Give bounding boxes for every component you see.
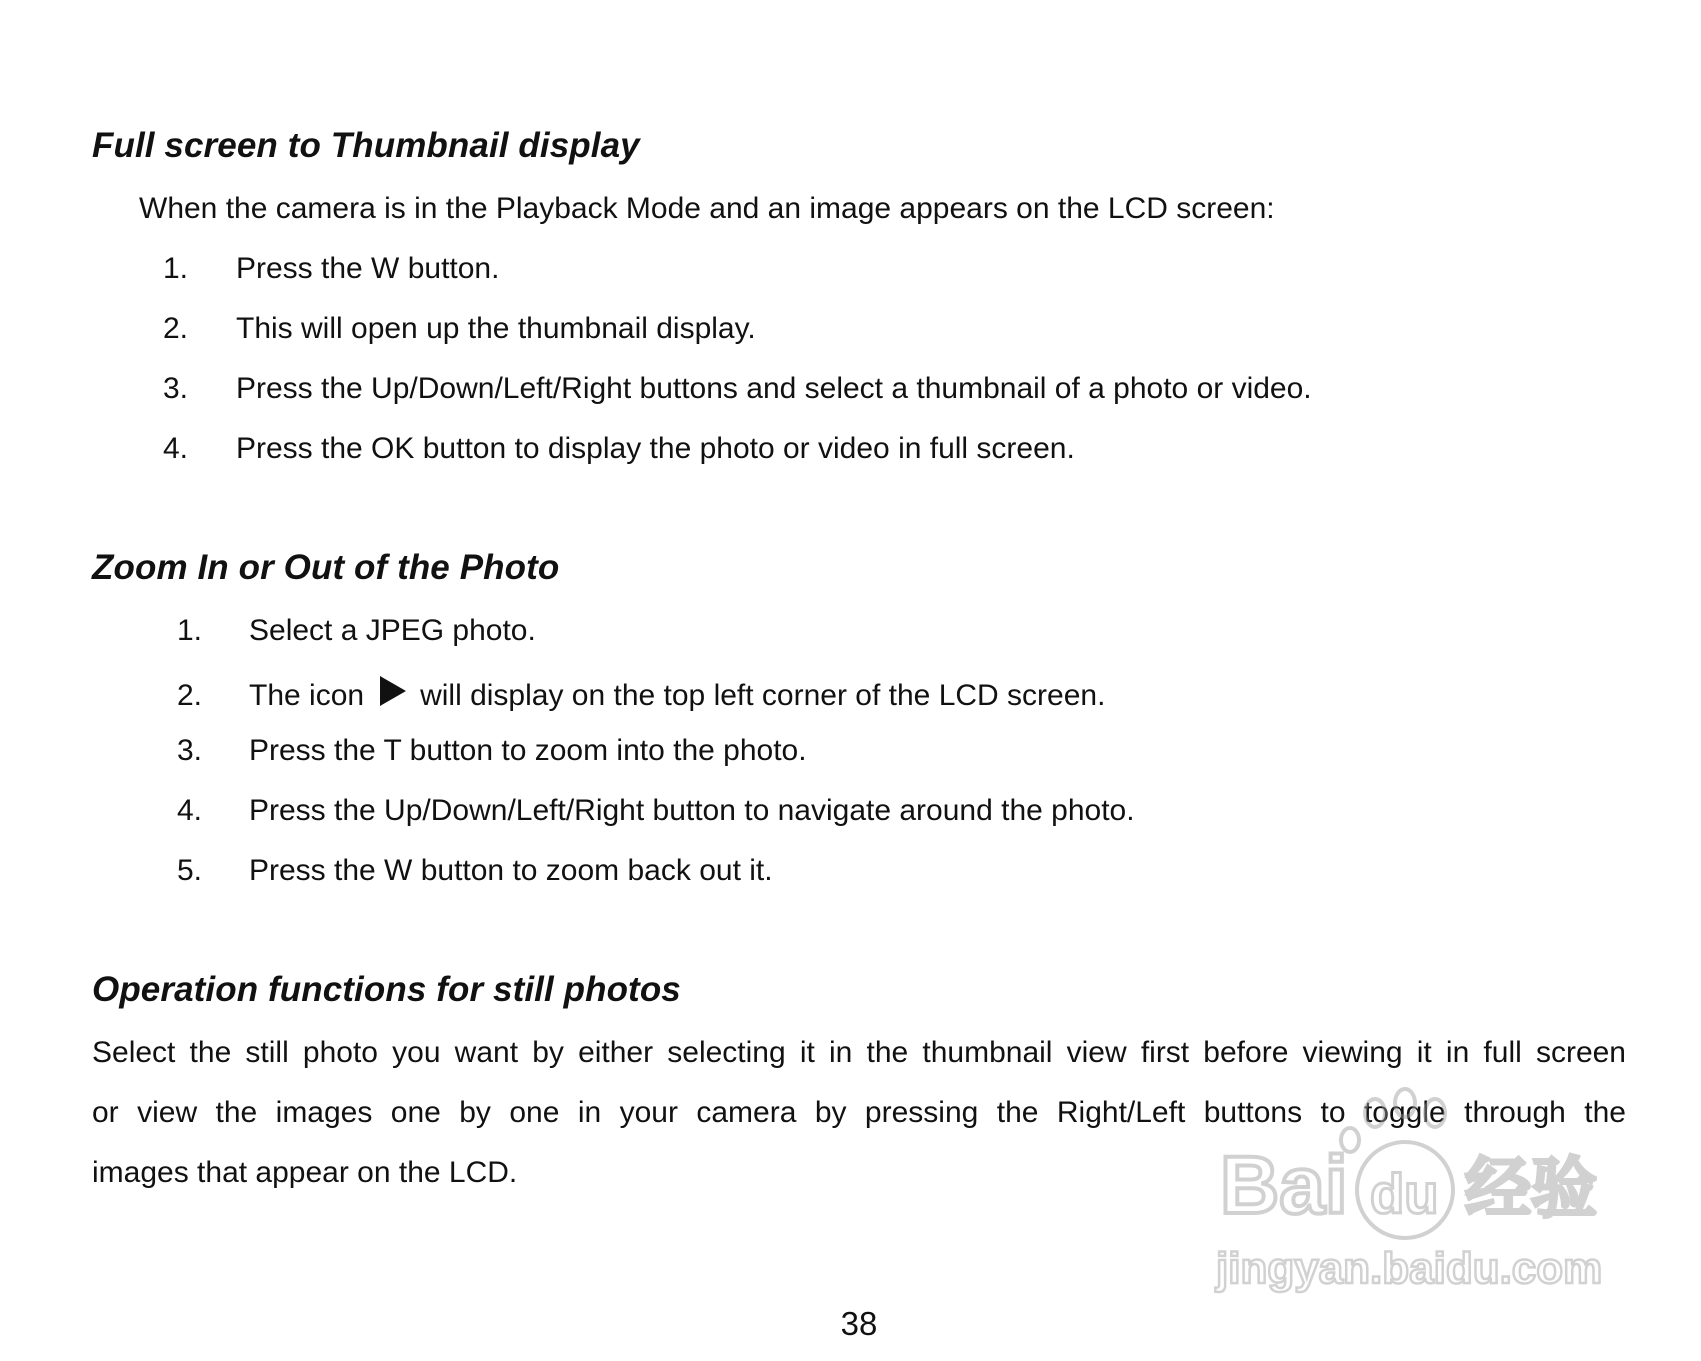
step-text-before-icon: The icon [249, 679, 365, 712]
step-number: 3. [177, 734, 203, 767]
section-heading-operation: Operation functions for still photos [92, 970, 681, 1009]
step-number: 1. [177, 614, 203, 647]
baidu-jingyan-watermark-logo [1210, 1085, 1630, 1300]
step-text-with-icon [249, 679, 1105, 714]
step-text: Select a JPEG photo. [249, 614, 536, 647]
step-number: 4. [163, 432, 189, 465]
step-number: 3. [163, 372, 189, 405]
svg-text:经验: 经验 [1465, 1150, 1597, 1227]
paragraph-line: or view the images one by one in your camera by pressing the Right/Left buttons to toggle through the [92, 1096, 1626, 1129]
paragraph-line: images that appear on the LCD. [92, 1156, 518, 1189]
step-text: Press the T button to zoom into the photo. [249, 734, 807, 767]
step-text: Press the W button to zoom back out it. [249, 854, 773, 887]
step-text: Press the Up/Down/Left/Right button to navigate around the photo. [249, 794, 1135, 827]
section-intro: When the camera is in the Playback Mode and an image appears on the LCD screen: [139, 192, 1275, 225]
step-number: 2. [177, 679, 203, 712]
svg-text:jingyan.baidu.com: jingyan.baidu.com [1216, 1244, 1603, 1293]
page-number: 38 [840, 1305, 878, 1342]
step-number: 1. [163, 252, 189, 285]
paragraph-line: Select the still photo you want by either selecting it in the thumbnail view first before viewing it in full screen [92, 1036, 1626, 1069]
svg-text:du: du [1370, 1162, 1439, 1225]
step-number: 2. [163, 312, 189, 345]
step-text: Press the OK button to display the photo or video in full screen. [236, 432, 1075, 465]
section-heading-zoom: Zoom In or Out of the Photo [92, 548, 560, 587]
step-number: 5. [177, 854, 203, 887]
play-triangle-icon [376, 674, 410, 708]
step-text: This will open up the thumbnail display. [236, 312, 756, 345]
step-text-after-icon: will display on the top left corner of the LCD screen. [420, 679, 1106, 712]
section-heading-thumbnail: Full screen to Thumbnail display [92, 126, 640, 165]
step-number: 4. [177, 794, 203, 827]
step-text: Press the Up/Down/Left/Right buttons and select a thumbnail of a photo or video. [236, 372, 1312, 405]
step-text: Press the W button. [236, 252, 500, 285]
svg-text:Bai: Bai [1220, 1140, 1348, 1231]
